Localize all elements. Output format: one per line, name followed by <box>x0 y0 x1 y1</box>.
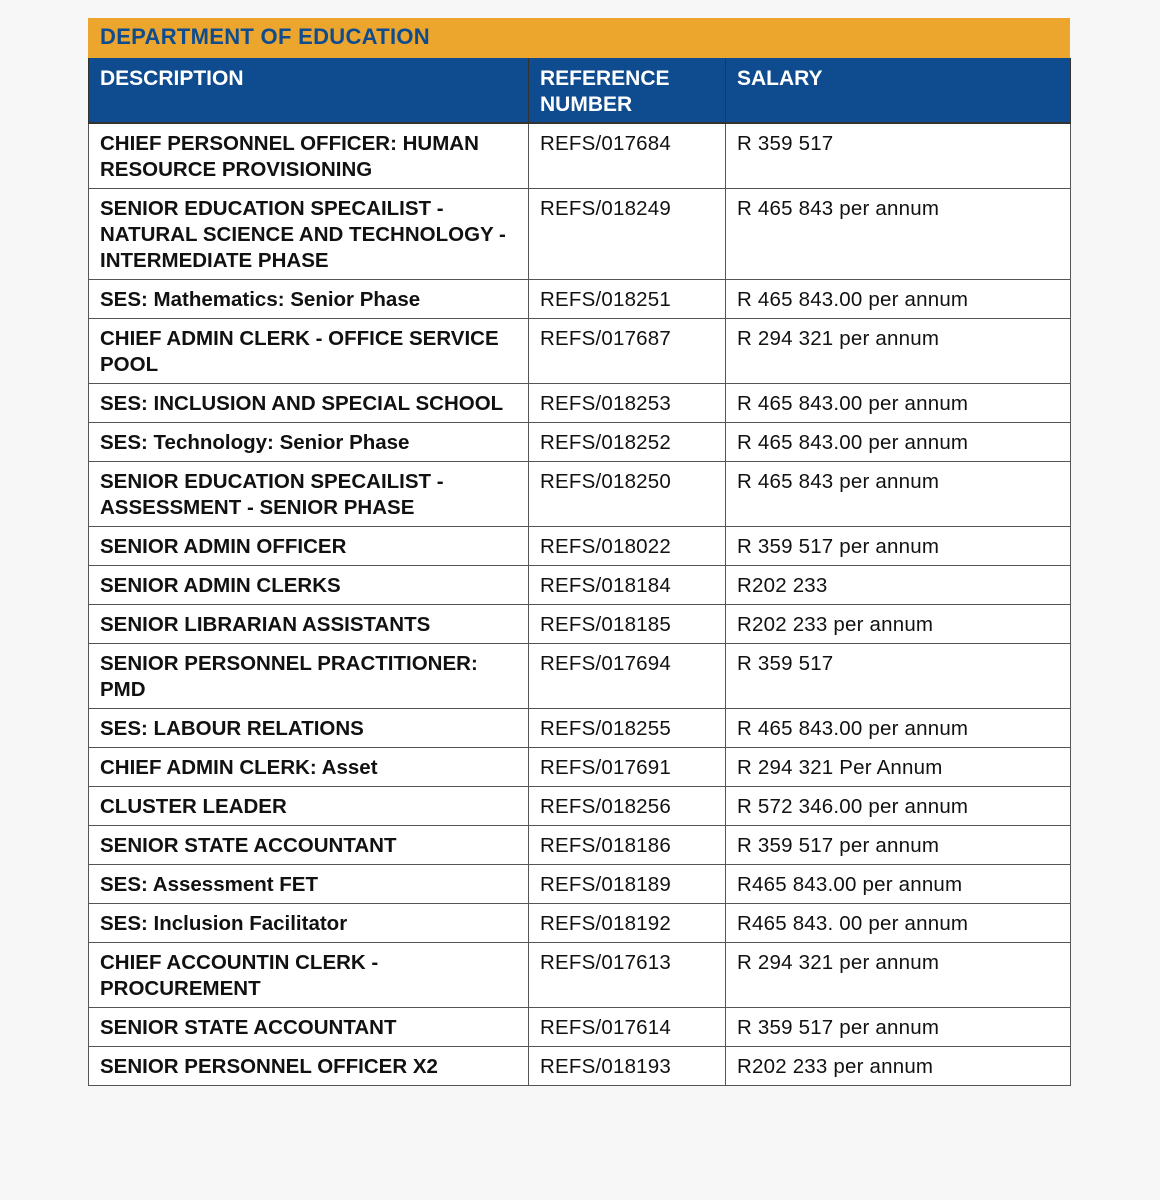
table-row <box>89 123 1071 189</box>
row-reference-number: REFS/018256 <box>529 787 726 826</box>
row-reference-number: REFS/017613 <box>529 943 726 1008</box>
row-salary: R 572 346.00 per annum <box>726 787 1071 826</box>
row-salary: R 465 843 per annum <box>726 189 1071 280</box>
row-description: CHIEF ACCOUNTIN CLERK - PROCUREMENT <box>89 943 529 1008</box>
table-row <box>89 384 1071 423</box>
header-description: DESCRIPTION <box>89 58 529 123</box>
row-description: SENIOR PERSONNEL PRACTITIONER: PMD <box>89 644 529 709</box>
row-description: SENIOR LIBRARIAN ASSISTANTS <box>89 605 529 644</box>
row-description: SENIOR STATE ACCOUNTANT <box>89 1008 529 1047</box>
row-salary: R 465 843 per annum <box>726 462 1071 527</box>
table-row <box>89 189 1071 280</box>
row-salary: R 465 843.00 per annum <box>726 709 1071 748</box>
table-row <box>89 709 1071 748</box>
row-salary: R 294 321 Per Annum <box>726 748 1071 787</box>
table-row <box>89 787 1071 826</box>
row-description: SES: Inclusion Facilitator <box>89 904 529 943</box>
row-reference-number: REFS/018255 <box>529 709 726 748</box>
row-description: SENIOR ADMIN OFFICER <box>89 527 529 566</box>
row-reference-number: REFS/018189 <box>529 865 726 904</box>
table-row <box>89 462 1071 527</box>
row-description: SES: Mathematics: Senior Phase <box>89 280 529 319</box>
row-salary: R 359 517 <box>726 123 1071 189</box>
row-reference-number: REFS/018184 <box>529 566 726 605</box>
table-row <box>89 826 1071 865</box>
row-reference-number: REFS/017684 <box>529 123 726 189</box>
row-salary: R 294 321 per annum <box>726 319 1071 384</box>
row-salary: R 465 843.00 per annum <box>726 423 1071 462</box>
row-reference-number: REFS/018186 <box>529 826 726 865</box>
row-salary: R 359 517 per annum <box>726 826 1071 865</box>
table-header-row <box>89 58 1071 123</box>
table-row <box>89 943 1071 1008</box>
table-row <box>89 319 1071 384</box>
row-description: CHIEF ADMIN CLERK - OFFICE SERVICE POOL <box>89 319 529 384</box>
department-banner: DEPARTMENT OF EDUCATION <box>88 18 1070 58</box>
table-row <box>89 904 1071 943</box>
row-reference-number: REFS/018251 <box>529 280 726 319</box>
vacancy-sheet <box>88 18 1070 1086</box>
row-salary: R 465 843.00 per annum <box>726 384 1071 423</box>
row-reference-number: REFS/018252 <box>529 423 726 462</box>
table-row <box>89 748 1071 787</box>
row-description: SENIOR STATE ACCOUNTANT <box>89 826 529 865</box>
vacancy-table <box>88 58 1071 1086</box>
row-reference-number: REFS/018022 <box>529 527 726 566</box>
row-description: SES: Assessment FET <box>89 865 529 904</box>
row-salary: R 359 517 per annum <box>726 527 1071 566</box>
table-row <box>89 1047 1071 1086</box>
row-salary: R 359 517 <box>726 644 1071 709</box>
table-row <box>89 1008 1071 1047</box>
table-row <box>89 605 1071 644</box>
row-salary: R 465 843.00 per annum <box>726 280 1071 319</box>
row-salary: R 359 517 per annum <box>726 1008 1071 1047</box>
row-description: SENIOR EDUCATION SPECAILIST - ASSESSMENT - SENIOR PHASE <box>89 462 529 527</box>
row-description: CHIEF ADMIN CLERK: Asset <box>89 748 529 787</box>
row-reference-number: REFS/018185 <box>529 605 726 644</box>
row-description: SENIOR EDUCATION SPECAILIST - NATURAL SCIENCE AND TECHNOLOGY - INTERMEDIATE PHASE <box>89 189 529 280</box>
header-salary: SALARY <box>726 58 1071 123</box>
table-row <box>89 566 1071 605</box>
row-reference-number: REFS/018250 <box>529 462 726 527</box>
table-row <box>89 527 1071 566</box>
table-row <box>89 865 1071 904</box>
row-salary: R 294 321 per annum <box>726 943 1071 1008</box>
row-description: SES: Technology: Senior Phase <box>89 423 529 462</box>
table-row <box>89 280 1071 319</box>
table-row <box>89 644 1071 709</box>
row-salary: R202 233 <box>726 566 1071 605</box>
row-salary: R202 233 per annum <box>726 1047 1071 1086</box>
table-row <box>89 423 1071 462</box>
row-reference-number: REFS/018249 <box>529 189 726 280</box>
row-description: SES: INCLUSION AND SPECIAL SCHOOL <box>89 384 529 423</box>
row-reference-number: REFS/017694 <box>529 644 726 709</box>
row-salary: R202 233 per annum <box>726 605 1071 644</box>
row-reference-number: REFS/017691 <box>529 748 726 787</box>
header-reference-number: REFERENCE NUMBER <box>529 58 726 123</box>
row-reference-number: REFS/017687 <box>529 319 726 384</box>
row-salary: R465 843.00 per annum <box>726 865 1071 904</box>
row-description: SES: LABOUR RELATIONS <box>89 709 529 748</box>
row-description: CLUSTER LEADER <box>89 787 529 826</box>
row-description: CHIEF PERSONNEL OFFICER: HUMAN RESOURCE PROVISIONING <box>89 123 529 189</box>
row-description: SENIOR PERSONNEL OFFICER X2 <box>89 1047 529 1086</box>
row-reference-number: REFS/017614 <box>529 1008 726 1047</box>
row-reference-number: REFS/018192 <box>529 904 726 943</box>
row-salary: R465 843. 00 per annum <box>726 904 1071 943</box>
row-description: SENIOR ADMIN CLERKS <box>89 566 529 605</box>
row-reference-number: REFS/018253 <box>529 384 726 423</box>
row-reference-number: REFS/018193 <box>529 1047 726 1086</box>
